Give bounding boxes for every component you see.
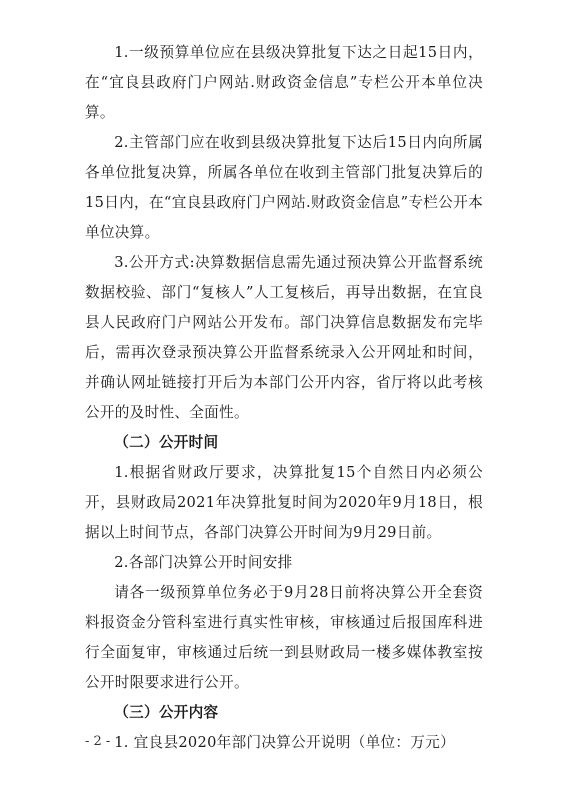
- paragraph-7: 1. 宜良县2020年部门决算公开说明（单位：万元）: [114, 734, 455, 751]
- section-heading-publish-time: （二）公开时间: [114, 434, 219, 451]
- paragraph-1: 1.一级预算单位应在县级决算批复下达之日起15日内，在“宜良县政府门户网站.财政资金信息”专栏公开本单位决算。: [85, 44, 483, 121]
- document-body: [85, 38, 483, 758]
- paragraph-6: 请各一级预算单位务必于9月28日前将决算公开全套资料报资金分管科室进行真实性审核，审核通过后报国库科进行全面复审，审核通过后统一到县财政局一楼多媒体教室按公开时限要求进行公开。: [85, 584, 483, 691]
- page-number: - 2 -: [85, 734, 111, 749]
- paragraph-4: 1.根据省财政厅要求，决算批复15个自然日内必须公开，县财政局2021年决算批复时间为2020年9月18日，根据以上时间节点，各部门决算公开时间为9月29日前。: [85, 464, 483, 541]
- paragraph-5: 2.各部门决算公开时间安排: [114, 554, 293, 571]
- paragraph-3: 3.公开方式:决算数据信息需先通过预决算公开监督系统数据校验、部门“复核人”人工复核后，再导出数据，在宜良县人民政府门户网站公开发布。部门决算信息数据发布完毕后，需再次登录预决算公开监督系统录入公开网址和时间，并确认网址链接打开后为本部门公开内容，省厅将以此考核公开的及时性、全面性。: [85, 254, 483, 421]
- section-heading-publish-content: （三）公开内容: [114, 704, 219, 721]
- paragraph-2: 2.主管部门应在收到县级决算批复下达后15日内向所属各单位批复决算，所属各单位在收到主管部门批复决算后的15日内，在“宜良县政府门户网站.财政资金信息”专栏公开本单位决算。: [85, 134, 483, 241]
